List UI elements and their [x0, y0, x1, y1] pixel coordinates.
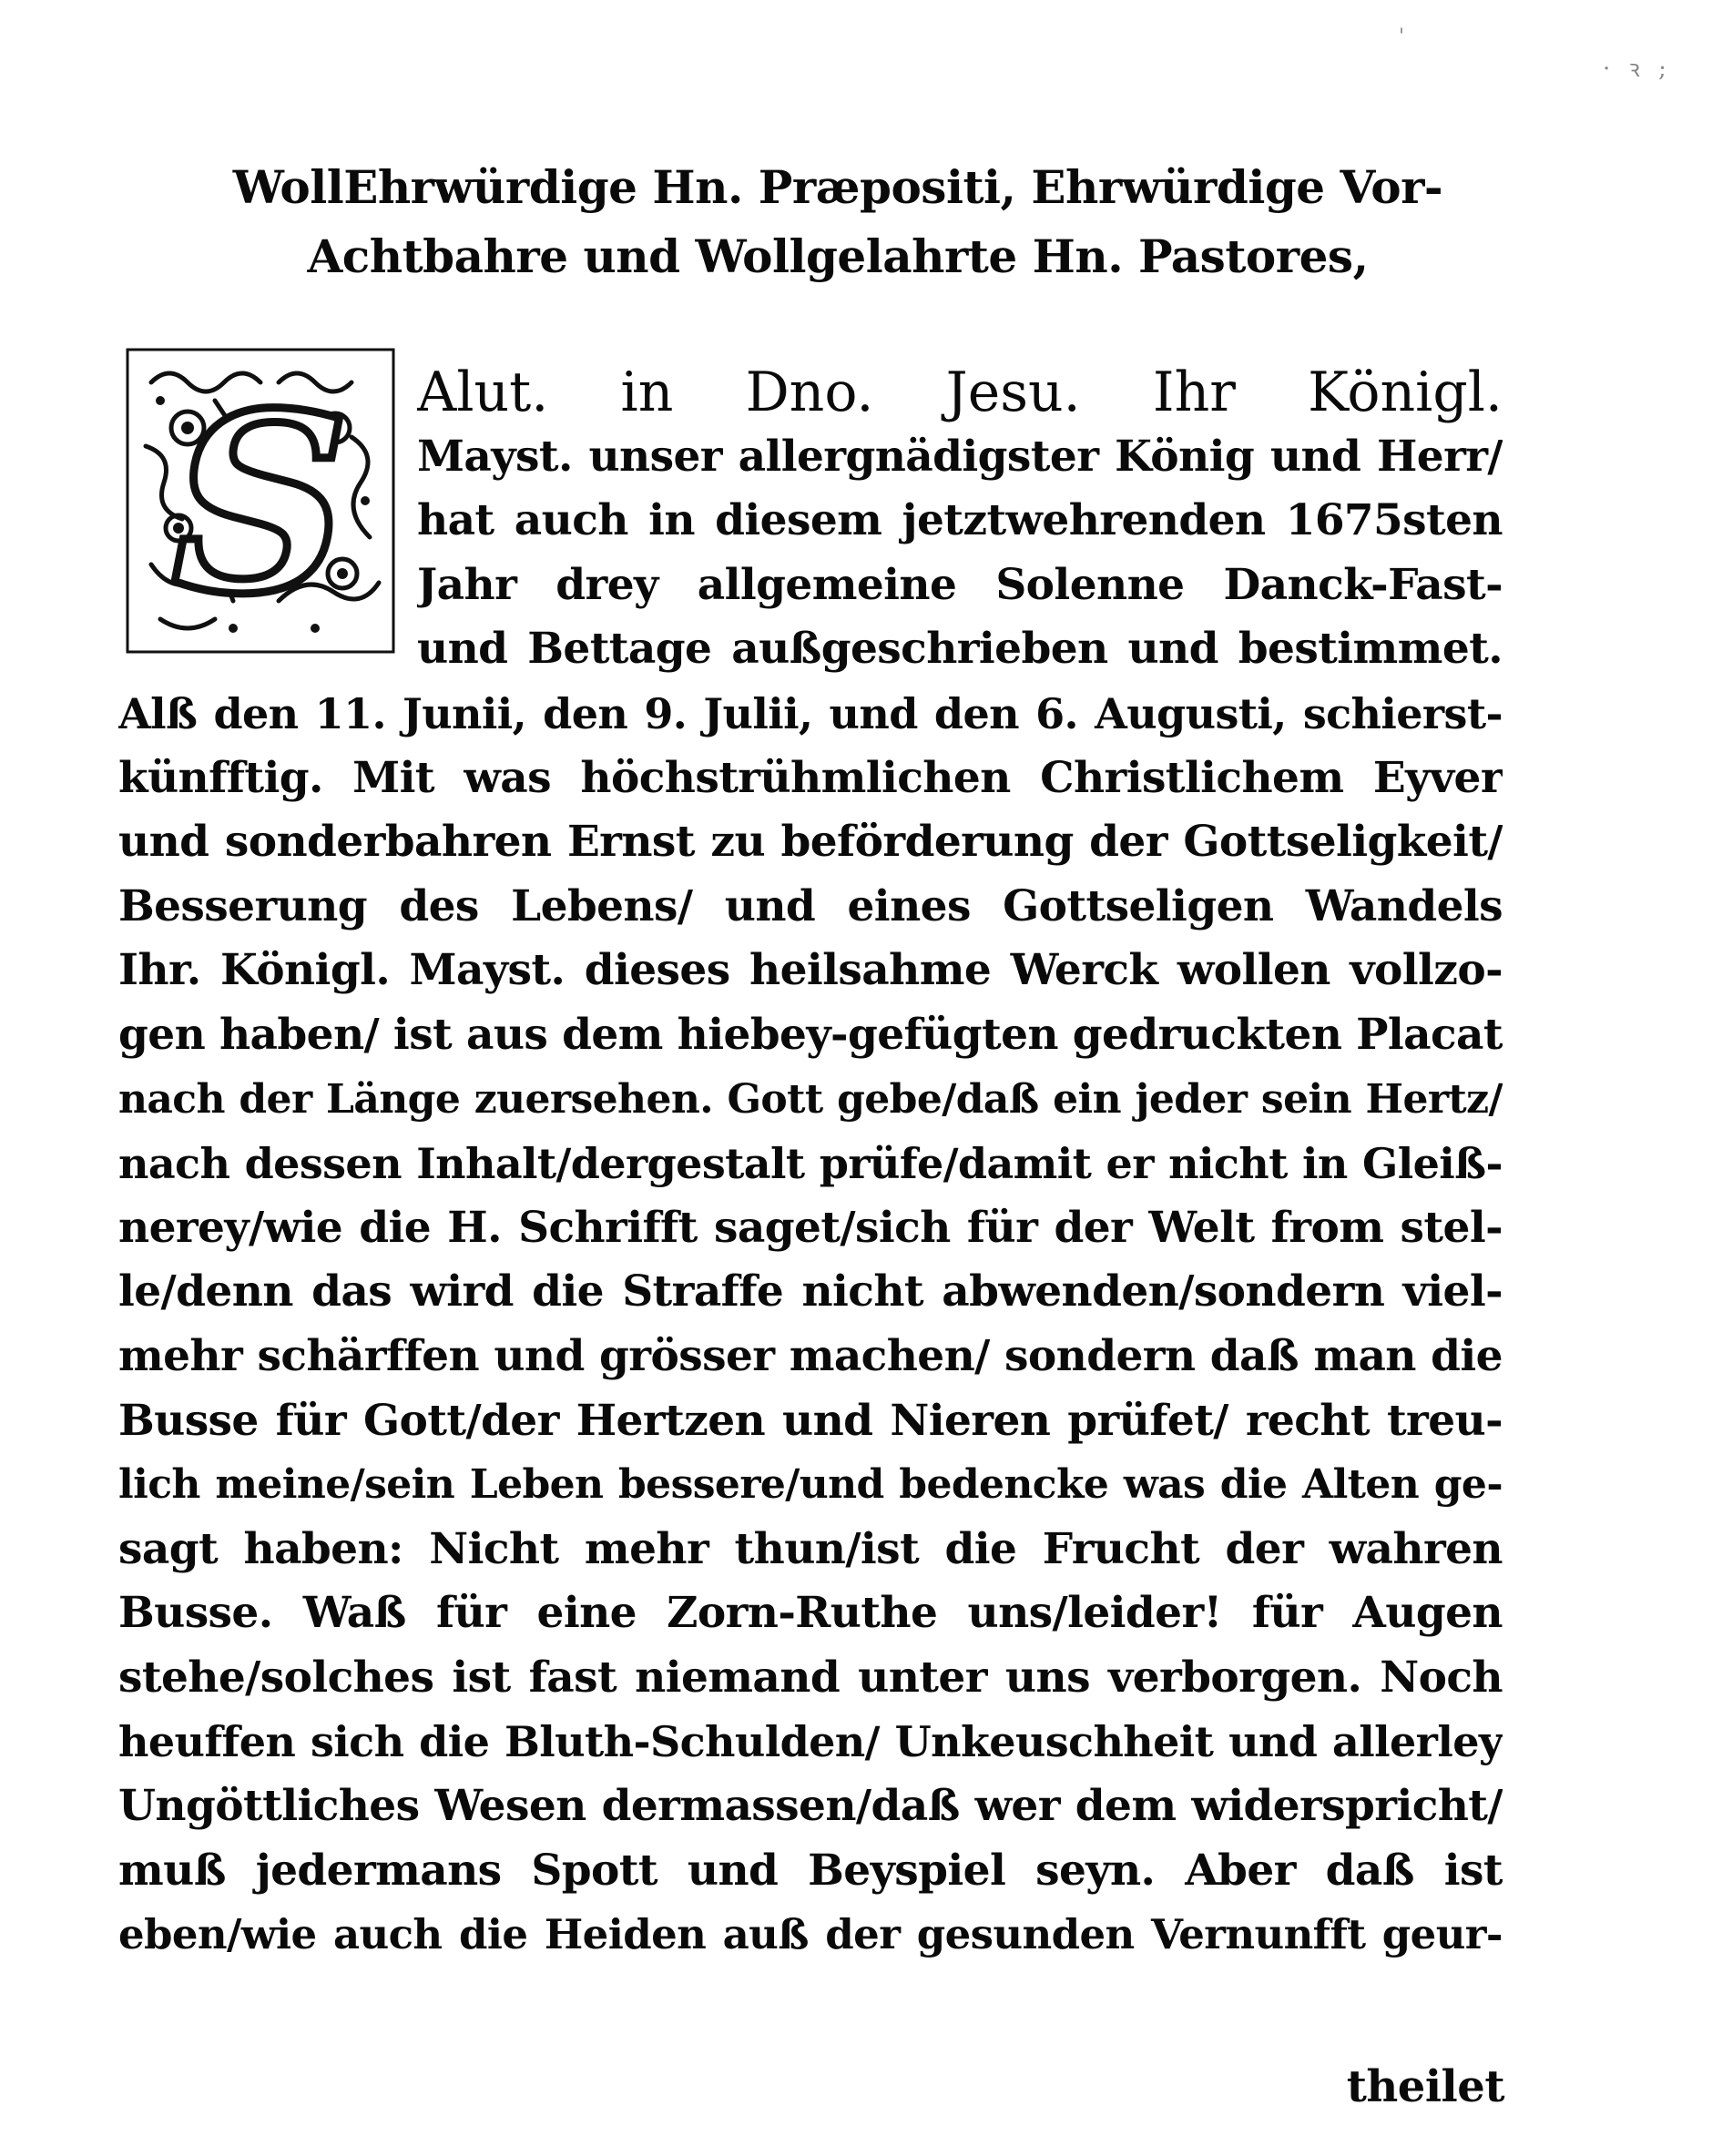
- initial-letter: S: [171, 359, 350, 648]
- text-line: lich meine/sein Leben bessere/und bedencke was die Alten ge-: [118, 1461, 1503, 1509]
- catchword: theilet: [1346, 2061, 1504, 2112]
- text-line: Jahr drey allgemeine Solenne Danck-Fast-: [417, 559, 1503, 610]
- text-line: und sonderbahren Ernst zu beförderung der Gottseligkeit/: [118, 817, 1503, 868]
- text-line: nerey/wie die H. Schrifft saget/sich für der Welt from stel-: [118, 1202, 1503, 1253]
- text-line: muß jedermans Spott und Beyspiel seyn. Aber daß ist: [118, 1845, 1503, 1896]
- text-line: nach dessen Inhalt/dergestalt prüfe/damit er nicht in Gleiß-: [118, 1139, 1503, 1189]
- text-line: heuffen sich die Bluth-Schulden/ Unkeuschheit und allerley: [118, 1717, 1503, 1767]
- text-line: und Bettage außgeschrieben und bestimmet.: [417, 624, 1503, 675]
- text-line: eben/wie auch die Heiden auß der gesunden Vernunfft geur-: [118, 1910, 1503, 1959]
- text-line: Alut. in Dno. Jesu. Ihr Königl.: [417, 361, 1503, 424]
- text-line: stehe/solches ist fast niemand unter uns verborgen. Noch: [118, 1652, 1503, 1703]
- text-line: sagt haben: Nicht mehr thun/ist die Frucht der wahren: [118, 1523, 1503, 1574]
- text-line: hat auch in diesem jetztwehrenden 1675sten: [417, 495, 1503, 546]
- text-line: Ungöttliches Wesen dermassen/daß wer dem widerspricht/: [118, 1781, 1503, 1832]
- heading-line-2: Achtbahre und Wollgelahrte Hn. Pastores,: [307, 229, 1369, 283]
- text-line: Alß den 11. Junii, den 9. Julii, und den 6. Augusti, schierst-: [118, 688, 1503, 738]
- text-line: Besserung des Lebens/ und eines Gottseligen Wandels: [118, 880, 1503, 931]
- text-line: le/denn das wird die Straffe nicht abwenden/sondern viel-: [118, 1266, 1503, 1317]
- margin-speck: ': [1399, 25, 1405, 48]
- text-line: Busse für Gott/der Hertzen und Nieren prüfet/ recht treu-: [118, 1395, 1503, 1446]
- text-line: gen haben/ ist aus dem hiebey-gefügten gedruckten Placat: [118, 1009, 1503, 1060]
- text-line: Ihr. Königl. Mayst. dieses heilsahme Werck wollen vollzo-: [118, 945, 1503, 996]
- margin-bleed-through: · ꝛ ;: [1603, 56, 1672, 83]
- text-line: künfftig. Mit was höchstrühmlichen Christlichem Eyver: [118, 752, 1503, 803]
- document-heading: [146, 153, 1530, 291]
- heading-line-1: WollEhrwürdige Hn. Præpositi, Ehrwürdige Vor-: [232, 160, 1443, 214]
- text-line: mehr schärffen und grösser machen/ sondern daß man die: [118, 1330, 1503, 1381]
- text-line: nach der Länge zuersehen. Gott gebe/daß ein jeder sein Hertz/: [118, 1075, 1503, 1123]
- body-text: [118, 361, 1503, 1968]
- text-line: Mayst. unser allergnädigster König und Herr/: [417, 431, 1503, 482]
- text-line: Busse. Waß für eine Zorn-Ruthe uns/leider! für Augen: [118, 1588, 1503, 1639]
